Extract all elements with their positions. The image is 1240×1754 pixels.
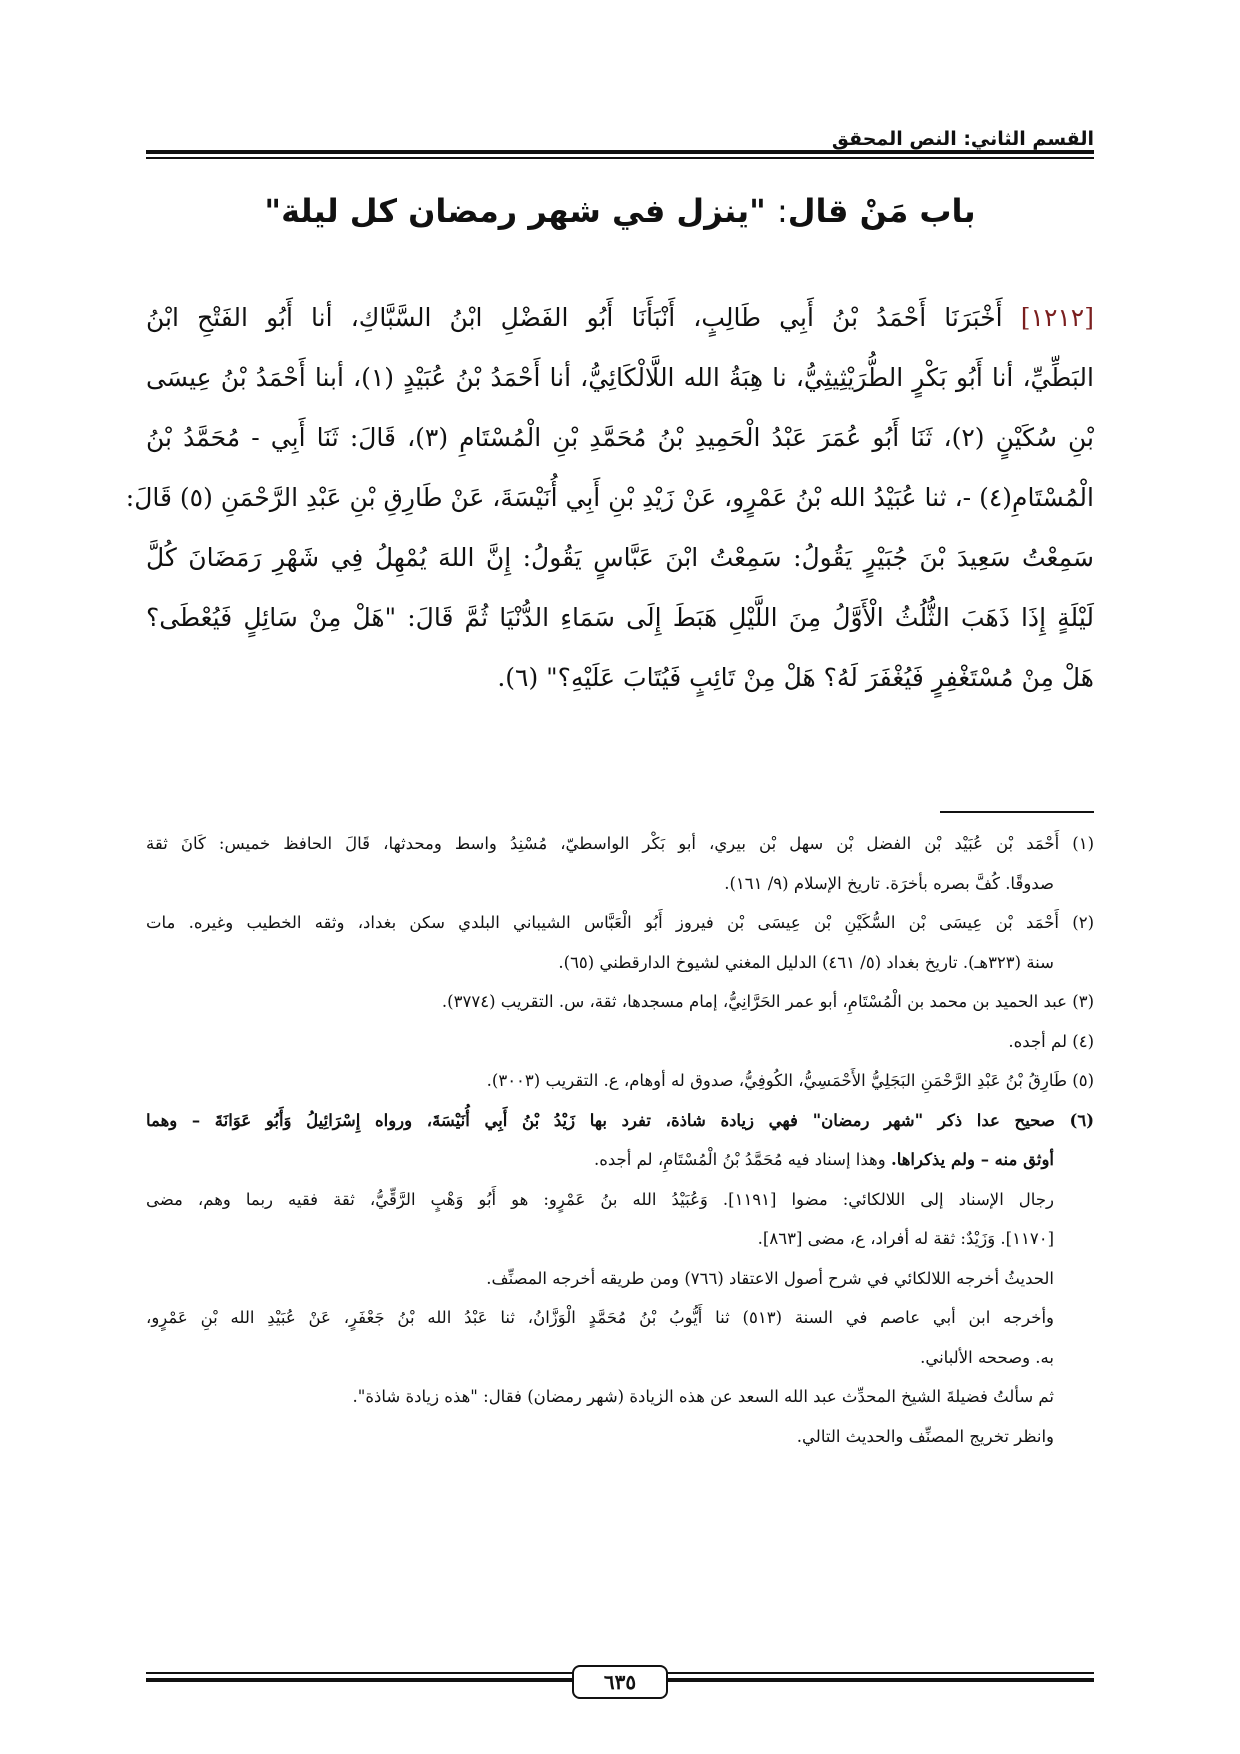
footnote-6-line: ثم سألتُ فضيلةَ الشيخ المحدِّث عبد الله السعد عن هذه الزيادة (شهر رمضان) فقال: "هذه زيادة شاذة". bbox=[352, 1387, 1054, 1406]
footnote-6-line bbox=[146, 1101, 1094, 1141]
hadith-text bbox=[125, 288, 1095, 708]
running-header: القسم الثاني: النص المحقق bbox=[831, 128, 1094, 150]
footnote-6-line: [١١٧٠]. وَزَيْدٌ: ثقة له أفراد، ع، مضى [٨٦٣]. bbox=[757, 1229, 1054, 1248]
footnote-2-line: (٢) أَحْمَد بْن عِيسَى بْن السُّكَيْنِ بْن عِيسَى بْن فيروز أَبُو الْعَبَّاس الشيباني البلدي سكن بغداد، وثقه الخطيب وغيره. مات bbox=[146, 913, 1094, 932]
hadith-line: هَلْ مِنْ مُسْتَغْفِرٍ فَيُغْفَرَ لَهُ؟ هَلْ مِنْ تَائِبٍ فَيُتَابَ عَلَيْهِ؟" (٦). bbox=[497, 663, 1094, 692]
footnote-2-line: سنة (٣٢٣هـ). تاريخ بغداد (٥/ ٤٦١) الدليل المغني لشيوخ الدارقطني (٦٥). bbox=[558, 952, 1054, 972]
hadith-line: [١٢١٢] أَخْبَرَنَا أَحْمَدُ بْنُ أَبِي طَالِبٍ، أَنْبَأَنَا أَبُو الفَضْلِ ابْنُ السَّبَّاكِ، أنا أَبُو الفَتْحِ ابْنُ bbox=[146, 303, 1094, 332]
footnote-6-line: رجال الإسناد إلى اللالكائي: مضوا [١١٩١]. وَعُبَيْدُ الله بنُ عَمْرٍو: هو أَبُو وَهْبٍ الرَّقِّيُّ، ثقة فقيه ربما وهم، مضى bbox=[146, 1189, 1054, 1209]
hadith-line: البَطِّيِّ، أنا أَبُو بَكْرٍ الطُّرَيْثِيثِيُّ، نا هِبَةُ الله اللَّالْكَائِيُّ، أنا أَحْمَدُ بْنُ عُبَيْدٍ (١)، أبنا أَحْمَدُ بْنُ عِيسَى bbox=[146, 363, 1094, 392]
hadith-line: سَمِعْتُ سَعِيدَ بْنَ جُبَيْرٍ يَقُولُ: سَمِعْتُ ابْنَ عَبَّاسٍ يَقُولُ: إِنَّ اللهَ يُمْهِلُ فِي شَهْرِ رَمَضَانَ كُلَّ bbox=[146, 543, 1094, 572]
chapter-title-separator: : bbox=[776, 192, 788, 230]
footnotes bbox=[146, 824, 1094, 1456]
hadith-number: [١٢١٢] bbox=[1020, 303, 1094, 332]
footnote-4: (٤) لم أجده. bbox=[1008, 1031, 1094, 1051]
chapter-title bbox=[146, 192, 1094, 230]
hadith-line: الْمُسْتَامِ(٤) -، ثنا عُبَيْدُ الله بْنُ عَمْرٍو، عَنْ زَيْدِ بْنِ أَبِي أُنَيْسَةَ، عَنْ طَارِقِ بْنِ عَبْدِ الرَّحْمَنِ (٥) قَالَ: bbox=[125, 483, 1094, 512]
footnote-6-line: به. وصححه الألباني. bbox=[920, 1347, 1054, 1367]
footnote-1-line: (١) أَحْمَد بْن عُبَيْد بْن الفضل بْن سهل بْن بيري، أبو بَكْر الواسطيّ، مُسْنِدُ واسط ومحدثها، قَالَ الحافظ خميس: كَانَ ثقة bbox=[146, 834, 1094, 853]
footnote-1-line: صدوقًا. كُفَّ بصره بأخرَة. تاريخ الإسلام (٩/ ١٦١). bbox=[724, 873, 1054, 893]
page-number: ٦٣٥ bbox=[572, 1665, 668, 1699]
footnote-6-line: الحديثُ أخرجه اللالكائي في شرح أصول الاعتقاد (٧٦٦) ومن طريقه أخرجه المصنِّف. bbox=[486, 1268, 1054, 1288]
footnote-6-line: وأخرجه ابن أبي عاصم في السنة (٥١٣) ثنا أَيُّوبُ بْنُ مُحَمَّدٍ الْوَزَّانُ، ثنا عَبْدُ الله بْنُ جَعْفَرٍ، عَنْ عُبَيْدِ الله بْنِ عَمْرٍو، bbox=[146, 1308, 1054, 1327]
header-rule-top bbox=[146, 150, 1094, 154]
header-rule-bottom bbox=[146, 157, 1094, 159]
hadith-line: لَيْلَةٍ إِذَا ذَهَبَ الثُّلُثُ الْأَوَّلُ مِنَ اللَّيْلِ هَبَطَ إِلَى سَمَاءِ الدُّنْيَا ثُمَّ قَالَ: "هَلْ مِنْ سَائِلٍ فَيُعْطَى؟ bbox=[146, 603, 1094, 632]
chapter-title-quote: "ينزل في شهر رمضان كل ليلة" bbox=[264, 192, 766, 230]
hadith-line: بْنِ سُكَيْنٍ (٢)، ثَنَا أَبُو عُمَرَ عَبْدُ الْحَمِيدِ بْنُ مُحَمَّدِ بْنِ الْمُسْتَامِ (٣)، قَالَ: ثَنَا أَبِي - مُحَمَّدُ بْنُ bbox=[146, 423, 1095, 452]
chapter-title-start: باب مَنْ قال bbox=[787, 192, 976, 230]
footnote-6-bold: أوثق منه – ولم يذكراها. bbox=[890, 1150, 1054, 1169]
footnote-6-bold: (٦) صحيح عدا ذكر "شهر رمضان" فهي زيادة شاذة، تفرد بها زَيْدُ بْنُ أَبِي أُنَيْسَةَ، ورواه إِسْرَائِيلُ وَأَبُو عَوَانَةَ – وهما bbox=[146, 1110, 1094, 1130]
footnote-3: (٣) عبد الحميد بن محمد بن الْمُسْتَامِ، أبو عمر الحَرَّانِيُّ، إمام مسجدها، ثقة، س. التقريب (٣٧٧٤). bbox=[441, 992, 1094, 1011]
footnote-6-line: أوثق منه – ولم يذكراها. وهذا إسناد فيه مُحَمَّدُ بْنُ الْمُسْتَامِ، لم أجده. bbox=[593, 1150, 1054, 1169]
footnote-separator bbox=[940, 811, 1094, 813]
footnote-5: (٥) طَارِقُ بْنُ عَبْدِ الرَّحْمَنِ البَجَلِيُّ الأَحْمَسِيُّ، الكُوفِيُّ، صدوق له أوهام، ع. التقريب (٣٠٠٣). bbox=[486, 1071, 1094, 1090]
footnote-6-line: وانظر تخريج المصنِّف والحديث التالي. bbox=[796, 1426, 1054, 1446]
